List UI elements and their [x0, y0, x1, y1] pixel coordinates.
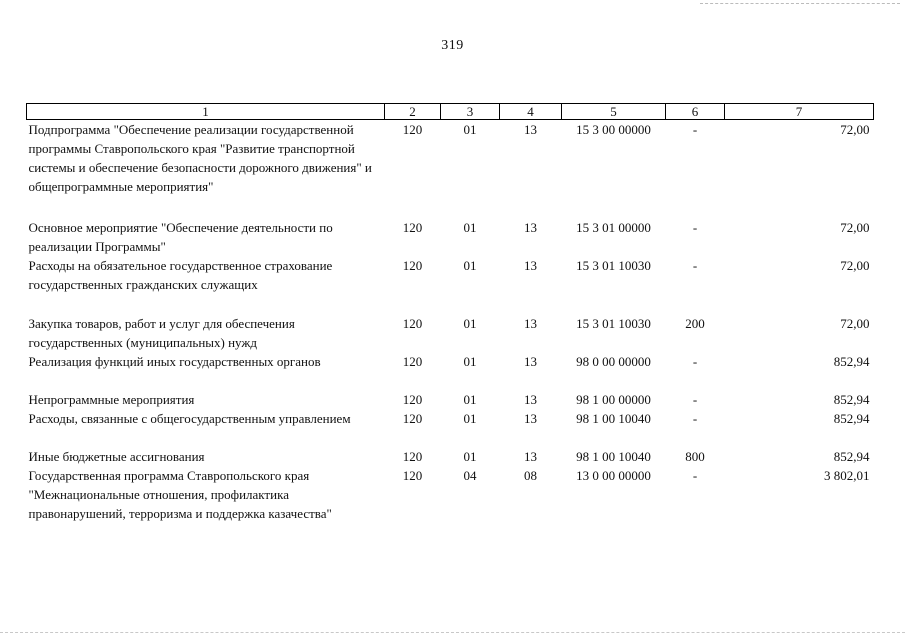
row-col2: 120 — [402, 258, 423, 273]
page-number: 319 — [441, 38, 464, 53]
row-name: Основное мероприятие "Обеспечение деятельности по реализации Программы" — [28, 220, 333, 254]
header-col-3: 3 — [441, 104, 500, 120]
row-col4: 13 — [524, 122, 537, 137]
row-col5: 15 3 00 00000 — [576, 122, 651, 137]
row-name: Расходы, связанные с общегосударственным управлением — [28, 411, 351, 426]
row-name: Закупка товаров, работ и услуг для обеспечения государственных (муниципальных) нужд — [28, 316, 295, 350]
row-col3: 01 — [463, 449, 477, 464]
row-col5: 15 3 01 10030 — [576, 258, 651, 273]
header-col-2: 2 — [385, 104, 441, 120]
row-col3: 04 — [463, 468, 477, 483]
header-row — [27, 104, 874, 120]
row-name: Непрограммные мероприятия — [28, 392, 195, 407]
table-row — [27, 256, 874, 314]
row-col6: - — [692, 258, 698, 273]
row-amount: 852,94 — [833, 411, 870, 426]
row-col5: 98 1 00 10040 — [576, 449, 651, 464]
row-col5: 98 0 00 00000 — [576, 354, 651, 369]
row-amount: 852,94 — [833, 354, 870, 369]
header-col-7: 7 — [725, 104, 874, 120]
row-col6: - — [692, 220, 698, 235]
row-name: Подпрограмма "Обеспечение реализации государственной программы Ставропольского края "Развитие транспортной системы и обеспечение безопасности дорожного движения" и общепрограммные мероприятия" — [28, 122, 372, 194]
row-name: Реализация функций иных государственных органов — [28, 354, 321, 369]
row-col4: 13 — [524, 258, 537, 273]
row-col4: 13 — [524, 392, 537, 407]
row-col4: 08 — [524, 468, 537, 483]
row-col6: 800 — [685, 449, 705, 464]
table-row — [27, 314, 874, 352]
row-col5: 15 3 01 10030 — [576, 316, 651, 331]
row-col3: 01 — [463, 122, 477, 137]
row-amount: 72,00 — [840, 220, 870, 235]
row-amount: 852,94 — [833, 449, 870, 464]
table-row — [27, 390, 874, 409]
row-amount: 3 802,01 — [824, 468, 870, 483]
table-body — [27, 120, 874, 543]
row-col6: - — [692, 411, 698, 426]
row-col2: 120 — [402, 354, 423, 369]
row-col4: 13 — [524, 316, 537, 331]
row-col2: 120 — [402, 449, 423, 464]
header-col-6: 6 — [666, 104, 725, 120]
row-col6: 200 — [685, 316, 705, 331]
row-name: Расходы на обязательное государственное страхование государственных гражданских служащих — [28, 258, 333, 292]
budget-table — [26, 103, 874, 542]
row-name: Государственная программа Ставропольского края "Межнациональные отношения, профилактика правонарушений, терроризма и поддержка казачества" — [28, 468, 332, 521]
row-col3: 01 — [463, 354, 477, 369]
row-col2: 120 — [402, 392, 423, 407]
row-col5: 98 1 00 10040 — [576, 411, 651, 426]
row-col2: 120 — [402, 122, 423, 137]
row-col4: 13 — [524, 220, 537, 235]
row-col2: 120 — [402, 316, 423, 331]
row-col6: - — [692, 392, 698, 407]
row-col2: 120 — [402, 220, 423, 235]
row-col3: 01 — [463, 220, 477, 235]
row-amount: 72,00 — [840, 316, 870, 331]
row-col4: 13 — [524, 411, 537, 426]
row-col6: - — [692, 122, 698, 137]
table-row — [27, 352, 874, 390]
row-col4: 13 — [524, 354, 537, 369]
table-row — [27, 447, 874, 466]
row-col2: 120 — [402, 411, 423, 426]
row-col3: 01 — [463, 316, 477, 331]
row-col5: 13 0 00 00000 — [576, 468, 651, 483]
table-row — [27, 466, 874, 542]
table-row — [27, 218, 874, 256]
scan-edge-bottom — [0, 632, 905, 633]
row-col2: 120 — [402, 468, 423, 483]
row-col6: - — [692, 354, 698, 369]
header-col-1: 1 — [27, 104, 385, 120]
header-col-5: 5 — [562, 104, 666, 120]
header-col-4: 4 — [500, 104, 562, 120]
row-col6: - — [692, 468, 698, 483]
row-amount: 72,00 — [840, 122, 870, 137]
row-amount: 852,94 — [833, 392, 870, 407]
table-header — [27, 104, 874, 120]
row-col3: 01 — [463, 411, 477, 426]
row-col4: 13 — [524, 449, 537, 464]
row-name: Иные бюджетные ассигнования — [28, 449, 205, 464]
row-col3: 01 — [463, 258, 477, 273]
row-col5: 15 3 01 00000 — [576, 220, 651, 235]
row-col3: 01 — [463, 392, 477, 407]
table-row — [27, 120, 874, 219]
scan-edge-top — [700, 3, 900, 4]
row-amount: 72,00 — [840, 258, 870, 273]
table-row — [27, 409, 874, 447]
row-col5: 98 1 00 00000 — [576, 392, 651, 407]
